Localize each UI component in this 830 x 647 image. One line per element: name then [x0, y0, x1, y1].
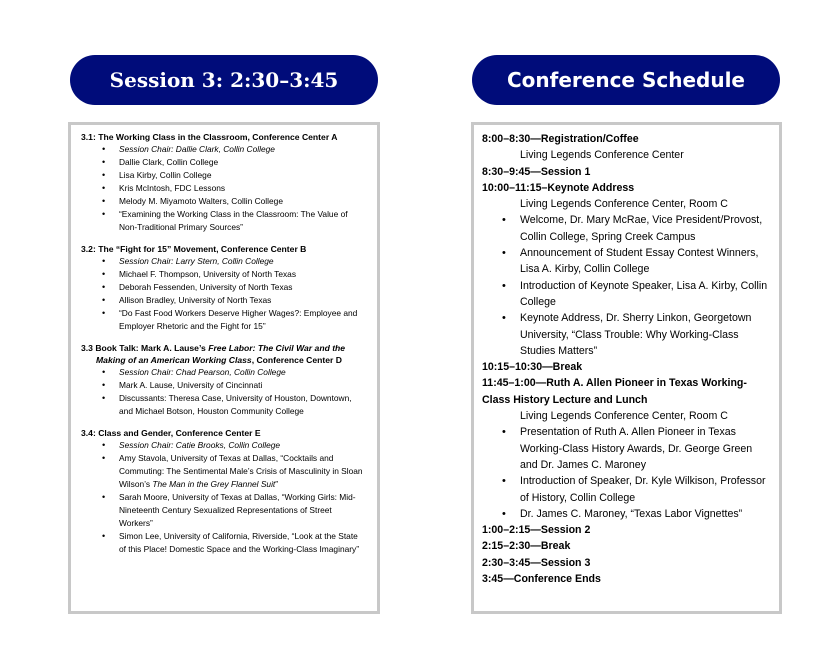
session-heading: 3.1: The Working Class in the Classroom, Conference Center A — [81, 132, 338, 142]
list-item: • Dallie Clark, Collin College — [119, 156, 367, 169]
session-heading: 3.4: Class and Gender, Conference Center E — [81, 428, 261, 438]
item-end: ” — [275, 479, 279, 489]
list-item: • Simon Lee, University of California, Riverside, “Look at the State of this Place! Domestic Space and the Working-Class Imaginary” — [119, 530, 367, 556]
schedule-session-1: 8:30–9:45—Session 1 — [482, 165, 591, 178]
list-item: • “Do Fast Food Workers Deserve Higher Wages?: Employee and Employer Rhetoric and the Fight for 15” — [119, 307, 367, 333]
schedule-panel — [471, 122, 782, 614]
list-item: • Dr. James C. Maroney, “Texas Labor Vignettes” — [520, 506, 771, 522]
schedule-break: 10:15–10:30—Break — [482, 361, 583, 374]
list-item: • Michael F. Thompson, University of North Texas — [119, 268, 367, 281]
list-item: • Discussants: Theresa Case, University of Houston, Downtown, and Michael Botson, Houston Community College — [119, 392, 367, 418]
list-item: • Melody M. Miyamoto Walters, Collin College — [119, 195, 367, 208]
list-item — [119, 452, 367, 491]
schedule-location: Living Legends Conference Center, Room C — [520, 410, 728, 423]
session-3-title: Session 3: 2:30–3:45 — [70, 55, 378, 105]
list-item: • Mark A. Lause, University of Cincinnati — [119, 379, 367, 392]
list-item: • Introduction of Speaker, Dr. Kyle Wilkison, Professor of History, Collin College — [520, 473, 771, 506]
schedule-location: Living Legends Conference Center — [520, 149, 684, 162]
schedule-location: Living Legends Conference Center, Room C — [520, 198, 728, 211]
list-item: • Lisa Kirby, Collin College — [119, 169, 367, 182]
list-item: • Session Chair: Catie Brooks, Collin College — [119, 439, 367, 452]
list-item: • Session Chair: Dallie Clark, Collin College — [119, 143, 367, 156]
schedule-session-2: 1:00–2:15—Session 2 — [482, 524, 591, 537]
session-3-3 — [81, 342, 367, 418]
schedule-break: 2:15–2:30—Break — [482, 540, 571, 553]
session-3-1 — [81, 131, 367, 234]
book-title: The Man in the Grey Flannel Suit — [152, 479, 276, 489]
heading-prefix: 3.3 Book Talk: Mark A. Lause’s — [81, 343, 209, 353]
heading-suffix: , Conference Center D — [251, 355, 342, 365]
list-item: • Deborah Fessenden, University of North Texas — [119, 281, 367, 294]
schedule-registration: 8:00–8:30—Registration/Coffee — [482, 133, 639, 145]
session-heading: 3.2: The “Fight for 15” Movement, Conference Center B — [81, 244, 307, 254]
list-item: • Keynote Address, Dr. Sherry Linkon, Georgetown University, “Class Trouble: Why Working-Class Studies Matters” — [520, 310, 771, 359]
schedule-keynote: 10:00–11:15–Keynote Address — [482, 181, 635, 194]
list-item: • Presentation of Ruth A. Allen Pioneer in Texas Working-Class History Awards, Dr. George Green and Dr. James C. Maroney — [520, 424, 771, 473]
session-3-4 — [81, 427, 367, 556]
list-item: • Allison Bradley, University of North Texas — [119, 294, 367, 307]
schedule-end: 3:45—Conference Ends — [482, 573, 601, 586]
item-text: Amy Stavola, University of Texas at Dallas, “Cocktails and Commuting: The Sentimental Male’s Crisis of Masculinity in Sloan Wilson’s — [119, 453, 363, 489]
list-item: • Kris McIntosh, FDC Lessons — [119, 182, 367, 195]
session-3-2 — [81, 243, 367, 333]
list-item: • Introduction of Keynote Speaker, Lisa A. Kirby, Collin College — [520, 278, 771, 311]
book-title-part-2: Making of an American Working Class — [96, 355, 252, 365]
list-item: • Session Chair: Chad Pearson, Collin College — [119, 366, 367, 379]
schedule-lunch: 11:45–1:00—Ruth A. Allen Pioneer in Texas Working-Class History Lecture and Lunch — [482, 377, 747, 406]
session-3-panel — [68, 122, 380, 614]
schedule-session-3: 2:30–3:45—Session 3 — [482, 556, 591, 569]
list-item: • Announcement of Student Essay Contest Winners, Lisa A. Kirby, Collin College — [520, 245, 771, 278]
list-item: • Session Chair: Larry Stern, Collin College — [119, 255, 367, 268]
heading-continuation — [81, 354, 367, 366]
list-item: • Welcome, Dr. Mary McRae, Vice President/Provost, Collin College, Spring Creek Campus — [520, 212, 771, 245]
book-title-part-1: Free Labor: The Civil War and the — [208, 343, 346, 353]
conference-schedule-title: Conference Schedule — [472, 55, 780, 105]
list-item: • Sarah Moore, University of Texas at Dallas, “Working Girls: Mid-Nineteenth Century Sexualized Representations of Street Workers” — [119, 491, 367, 530]
session-heading — [81, 342, 367, 366]
list-item: • “Examining the Working Class in the Classroom: The Value of Non-Traditional Primary Sources” — [119, 208, 367, 234]
